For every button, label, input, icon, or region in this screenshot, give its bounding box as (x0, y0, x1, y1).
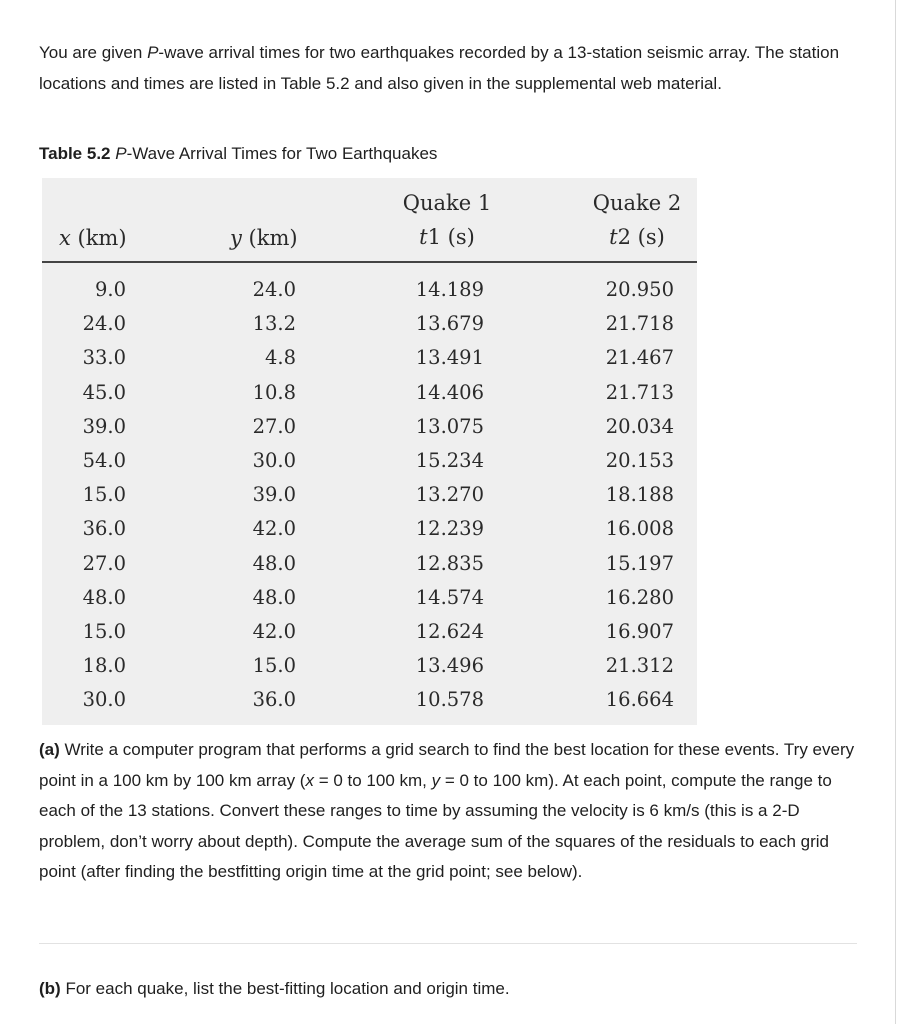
cell-x: 39.0 (82, 414, 126, 438)
cell-x: 30.0 (82, 688, 126, 712)
cell-t1: 15.234 (415, 448, 484, 472)
part-a-label: (a) (39, 740, 60, 759)
cell-t2: 20.153 (605, 448, 674, 472)
cell-t1: 13.496 (415, 654, 484, 678)
cell-t2: 15.197 (605, 551, 674, 575)
cell-x: 24.0 (82, 312, 126, 336)
cell-t2: 21.718 (605, 312, 674, 336)
cell-x: 45.0 (82, 380, 126, 404)
cell-t1: 12.624 (415, 619, 484, 643)
cell-x: 36.0 (82, 517, 126, 541)
table-number: Table 5.2 (39, 144, 111, 163)
cell-t1: 14.189 (415, 278, 484, 301)
cell-t1: 13.491 (415, 346, 484, 370)
cell-y: 24.0 (252, 278, 296, 301)
column-quake2-t2 (592, 273, 674, 717)
header-rule (42, 261, 697, 263)
question-part-a: (a) Write a computer program that performs a grid search to find the best location for these events. Try every point in a 100 km by 100 km array (x = 0 to 100 km, y = 0 to 100 km). At each point, compute the range to each of the 13 stations. Convert these ranges to time by assuming the velocity is 6 km/s (this is a 2-D problem, don’t worry about depth). Compute the average sum of the squares of the residuals to each grid point (after finding the bestfitting origin time at the grid point; see below). (39, 740, 855, 881)
cell-y: 10.8 (252, 380, 296, 404)
header-quake1: Quake 1 t1 (s) (402, 191, 492, 249)
intro-paragraph: You are given P-wave arrival times for two earthquakes recorded by a 13-station seismic array. The station locations and times are listed in Table 5.2 and also given in the supplemental web material. (39, 43, 840, 93)
cell-x: 54.0 (82, 448, 126, 472)
cell-t2: 16.664 (605, 688, 674, 712)
cell-x: 15.0 (82, 619, 126, 643)
cell-t1: 14.574 (415, 585, 484, 609)
column-x (62, 273, 126, 717)
cell-t2: 21.312 (605, 654, 674, 678)
cell-t2: 16.907 (605, 619, 674, 643)
cell-t2: 16.280 (605, 585, 674, 609)
header-x-km: x (km) (59, 226, 127, 250)
column-quake1-t1 (402, 273, 484, 717)
header-y-km: y (km) (230, 226, 298, 250)
part-b-label: (b) (39, 979, 61, 998)
cell-t1: 13.270 (415, 483, 484, 507)
cell-x: 9.0 (94, 278, 126, 301)
cell-x: 33.0 (82, 346, 126, 370)
cell-y: 42.0 (252, 619, 296, 643)
section-divider (39, 943, 857, 944)
cell-y: 4.8 (264, 346, 296, 370)
cell-y: 36.0 (252, 688, 296, 712)
table-caption: Table 5.2 P-Wave Arrival Times for Two Earthquakes (39, 144, 438, 163)
cell-y: 30.0 (252, 448, 296, 472)
cell-t2: 21.467 (605, 346, 674, 370)
arrival-times-table (42, 178, 697, 725)
page-right-border (895, 0, 896, 1024)
cell-t1: 13.075 (415, 414, 484, 438)
cell-y: 42.0 (252, 517, 296, 541)
cell-t1: 10.578 (415, 688, 484, 712)
cell-t2: 20.034 (605, 414, 674, 438)
header-quake2: Quake 2 t2 (s) (592, 191, 682, 249)
cell-t1: 12.239 (415, 517, 484, 541)
cell-t2: 18.188 (605, 483, 674, 507)
cell-t1: 14.406 (415, 380, 484, 404)
cell-t2: 21.713 (605, 380, 674, 404)
cell-y: 15.0 (252, 654, 296, 678)
question-part-b: (b) For each quake, list the best-fitting location and origin time. (39, 979, 510, 998)
cell-y: 13.2 (252, 312, 296, 336)
cell-t1: 13.679 (415, 312, 484, 336)
cell-t2: 16.008 (605, 517, 674, 541)
cell-y: 48.0 (252, 551, 296, 575)
cell-x: 15.0 (82, 483, 126, 507)
cell-t2: 20.950 (605, 278, 674, 301)
column-y (232, 273, 296, 717)
cell-y: 48.0 (252, 585, 296, 609)
cell-y: 39.0 (252, 483, 296, 507)
cell-x: 18.0 (82, 654, 126, 678)
cell-t1: 12.835 (415, 551, 484, 575)
cell-x: 48.0 (82, 585, 126, 609)
cell-x: 27.0 (82, 551, 126, 575)
table-title: -Wave Arrival Times for Two Earthquakes (126, 144, 438, 163)
cell-y: 27.0 (252, 414, 296, 438)
